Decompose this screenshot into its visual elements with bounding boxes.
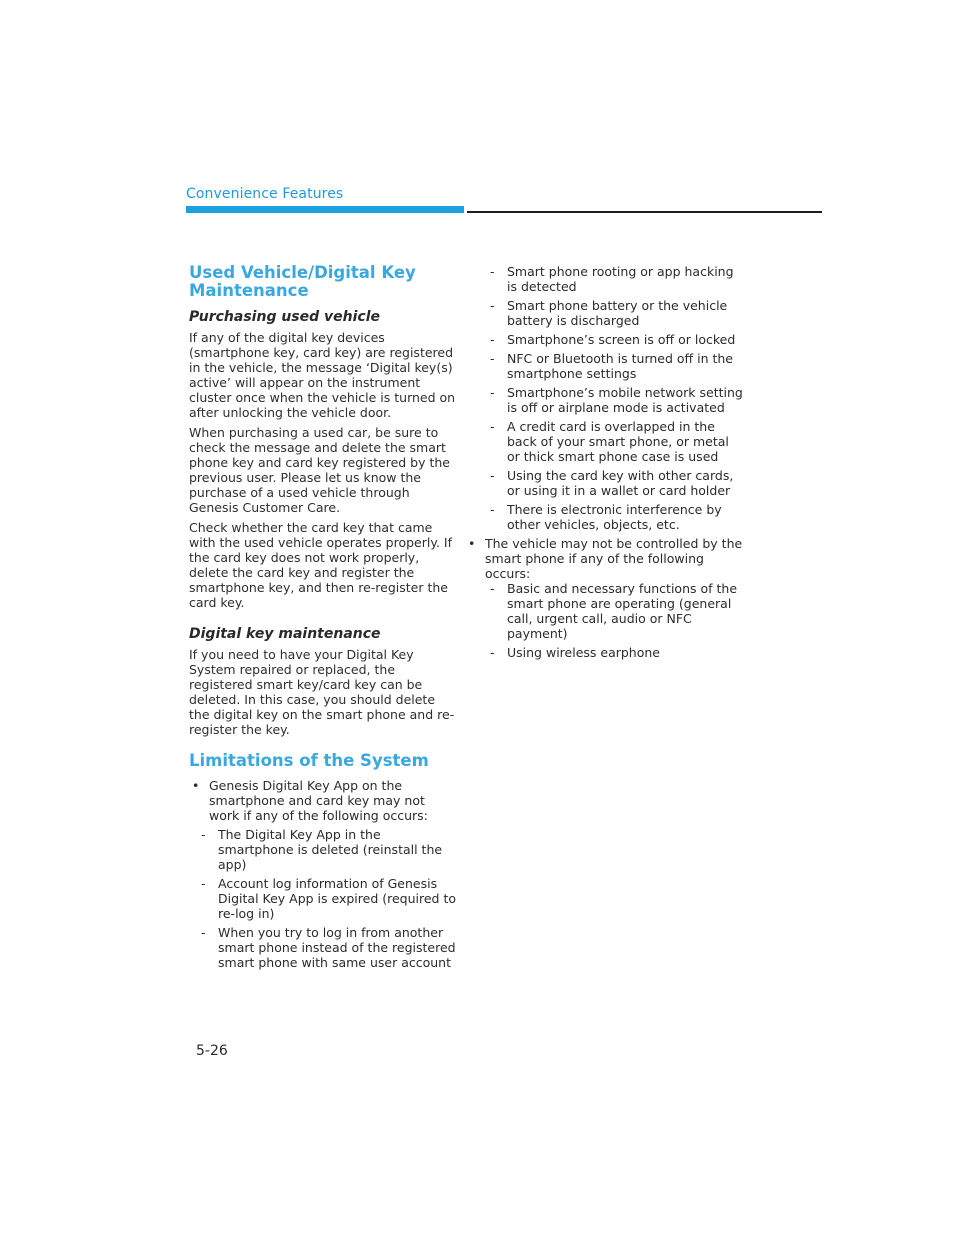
- bullet-list: [189, 778, 457, 970]
- dash-list: [469, 581, 744, 660]
- paragraph: If you need to have your Digital Key System repaired or replaced, the registered smart key/card key can be deleted. In this case, you should delete the digital key on the smart phone and re-register the key.: [189, 647, 455, 737]
- dash-glyph: -: [490, 351, 495, 366]
- dash-glyph: -: [490, 419, 495, 434]
- dash-glyph: -: [201, 876, 206, 891]
- subtitle-purchasing: Purchasing used vehicle: [189, 309, 381, 325]
- list-item: - The Digital Key App in the smartphone is deleted (reinstall the app): [201, 827, 443, 872]
- list-item: - Using wireless earphone: [490, 645, 660, 660]
- dash-list: [189, 827, 457, 970]
- list-item: - Using the card key with other cards, or using it in a wallet or card holder: [490, 468, 734, 498]
- left-column: [189, 264, 457, 974]
- bullet-list: [465, 536, 744, 660]
- dash-glyph: -: [490, 385, 495, 400]
- bullet-text: The vehicle may not be controlled by the smart phone if any of the following occurs:: [485, 536, 743, 581]
- list-item: - NFC or Bluetooth is turned off in the smartphone settings: [490, 351, 733, 381]
- dash-glyph: -: [490, 645, 495, 660]
- section-header: Convenience Features: [186, 186, 344, 202]
- bullet-glyph: •: [468, 536, 476, 551]
- list-item: - Smart phone battery or the vehicle battery is discharged: [490, 298, 728, 328]
- dash-glyph: -: [490, 332, 495, 347]
- dash-glyph: -: [490, 298, 495, 313]
- list-item: - Basic and necessary functions of the smart phone are operating (general call, urgent call, audio or NFC payment): [490, 581, 738, 641]
- list-item: - A credit card is overlapped in the back of your smart phone, or metal or thick smart phone case is used: [490, 419, 729, 464]
- list-item: [189, 778, 457, 970]
- bullet-text: Genesis Digital Key App on the smartphone and card key may not work if any of the following occurs:: [209, 778, 428, 823]
- dash-glyph: -: [490, 581, 495, 596]
- header-rule-accent: [186, 206, 464, 213]
- page-number: 5-26: [196, 1043, 228, 1059]
- dash-glyph: -: [490, 468, 495, 483]
- dash-glyph: -: [201, 827, 206, 842]
- list-item: - Smartphone’s screen is off or locked: [490, 332, 736, 347]
- dash-glyph: -: [490, 502, 495, 517]
- dash-glyph: -: [201, 925, 206, 940]
- section-title-limitations: Limitations of the System: [189, 751, 429, 770]
- dash-list: [469, 264, 744, 532]
- bullet-glyph: •: [192, 778, 200, 793]
- paragraph: When purchasing a used car, be sure to check the message and delete the smart phone key and card key registered by the previous user. Please let us know the purchase of a used vehicle through Genesis Customer Care.: [189, 425, 450, 515]
- dash-glyph: -: [490, 264, 495, 279]
- list-item: [465, 536, 744, 660]
- list-item: - Smartphone’s mobile network setting is off or airplane mode is activated: [490, 385, 743, 415]
- paragraph: If any of the digital key devices (smartphone key, card key) are registered in the vehicle, the message ‘Digital key(s) active’ will appear on the instrument cluster once when the vehicle is turned on after unlocking the vehicle door.: [189, 330, 456, 420]
- list-item: - Smart phone rooting or app hacking is detected: [490, 264, 734, 294]
- header-rule-line: [467, 211, 822, 213]
- list-item: - Account log information of Genesis Digital Key App is expired (required to re-log in): [201, 876, 457, 921]
- list-item: - When you try to log in from another smart phone instead of the registered smart phone with same user account: [201, 925, 456, 970]
- list-item: - There is electronic interference by other vehicles, objects, etc.: [490, 502, 722, 532]
- section-title-used-vehicle: Used Vehicle/Digital Key Maintenance: [189, 263, 416, 300]
- right-column: [469, 264, 744, 664]
- subtitle-maintenance: Digital key maintenance: [189, 626, 381, 642]
- paragraph: Check whether the card key that came with the used vehicle operates properly. If the card key does not work properly, delete the card key and register the smartphone key, and then re-register the card key.: [189, 520, 452, 610]
